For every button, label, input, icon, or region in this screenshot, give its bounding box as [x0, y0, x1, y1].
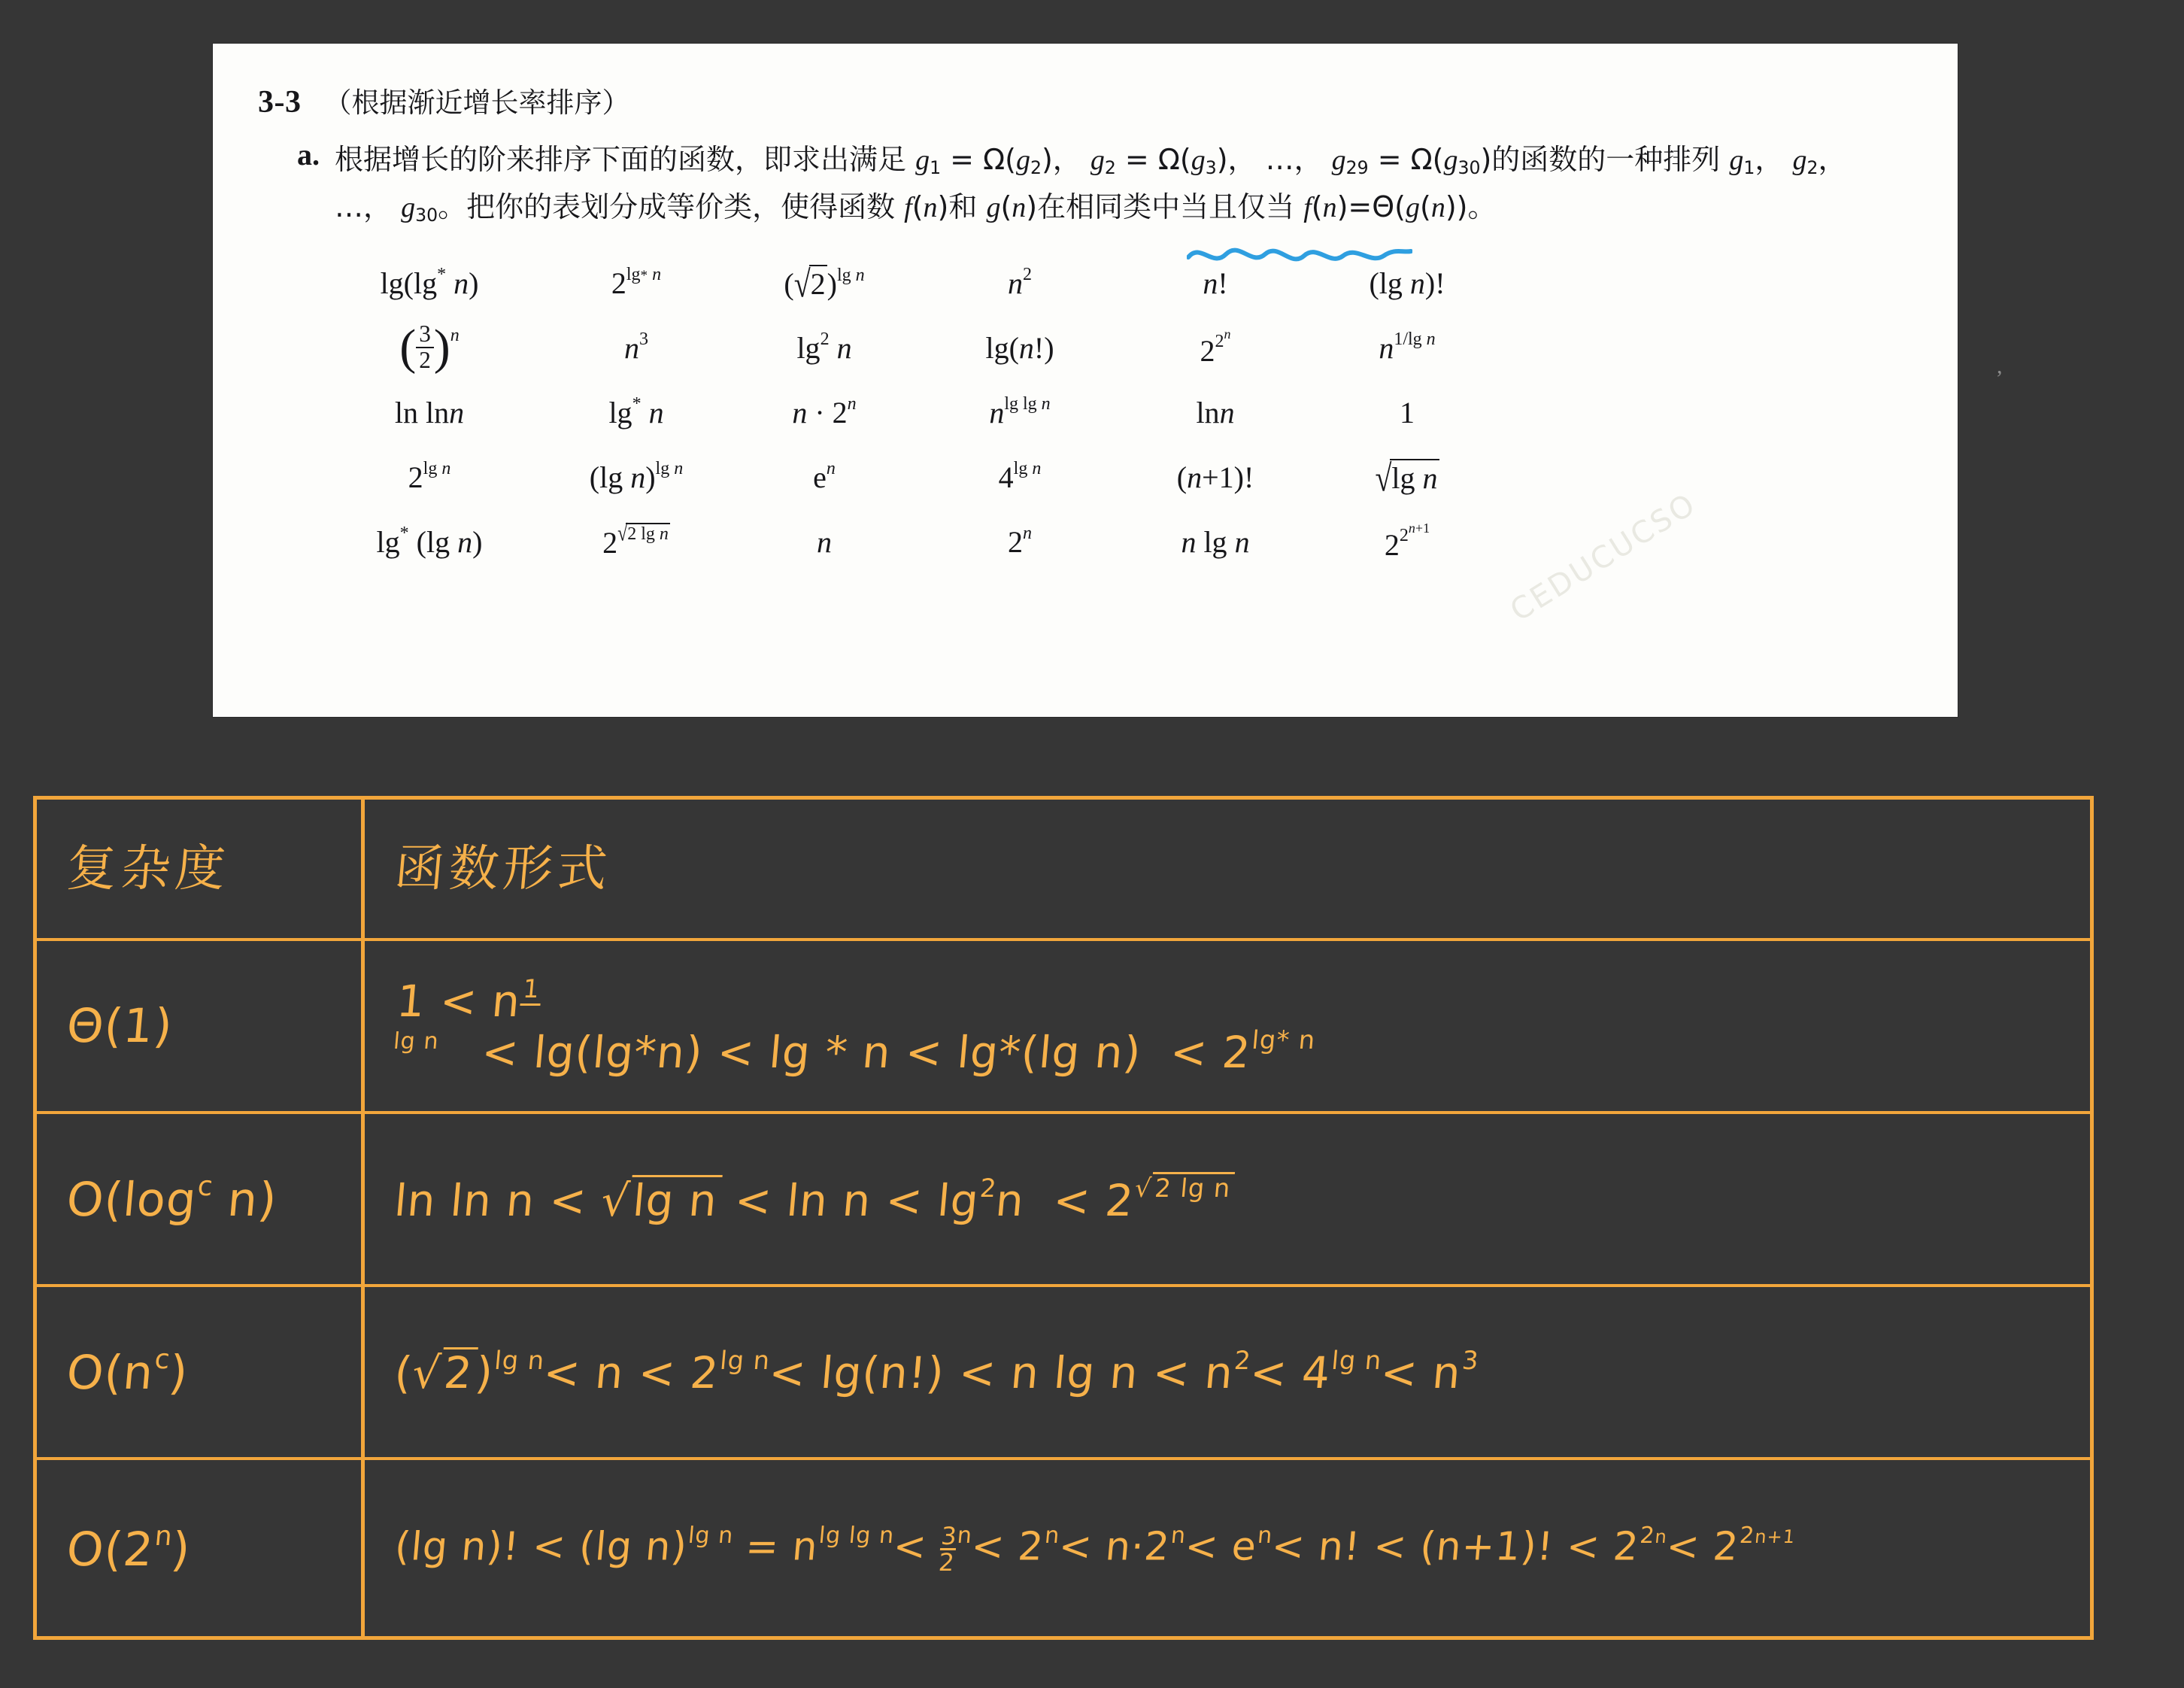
table-row — [37, 1114, 2090, 1287]
function-cell: lg(n!) — [985, 330, 1054, 365]
function-row — [317, 380, 1610, 445]
function-row — [317, 250, 1610, 315]
problem-heading — [258, 80, 1913, 120]
problem-part-a — [258, 137, 1913, 231]
complexity-2-n: O(2$^n$) — [64, 1521, 193, 1577]
function-cell: $2^{lg* n}$ — [611, 265, 662, 301]
function-cell: (lg n)$^{lg n}$ — [589, 459, 684, 495]
function-cell: (lg n)! — [1369, 266, 1445, 300]
function-cell: 2$^n$ — [1008, 524, 1032, 560]
function-cell: n — [817, 524, 832, 559]
header-cell-complexity — [37, 800, 365, 938]
function-cell: lg(lg* n) — [380, 265, 479, 301]
chain-expression: (lg n)! < (lg $n)^{lg n} = n^{lg lg n}<$ $\frac{3}{2}$ $^n< 2^n< n\cdot 2^n< e^n< n$! < (n+1)! < $2^{2n}< 2^{2n+1}$ — [393, 1521, 1797, 1577]
complexity-log-c-n: $O(\log^c$ n) — [64, 1171, 280, 1228]
blue-squiggle-annotation — [1187, 238, 1412, 271]
function-cell: $\lg^2 n$ — [796, 329, 852, 366]
complexity-theta-1: Θ(1) — [64, 997, 175, 1053]
table-row — [37, 941, 2090, 1114]
problem-number: 3-3 — [258, 85, 302, 120]
function-cell: $(√2)^{lg n}$ — [784, 262, 865, 305]
function-cell: √lg n — [1375, 456, 1438, 499]
problem-title: （根据渐近增长率排序） — [323, 87, 630, 119]
function-row — [317, 315, 1610, 380]
row-chain-cell — [365, 1114, 2090, 1284]
header-cell-function-form — [365, 800, 2090, 938]
table-row — [37, 1287, 2090, 1460]
chain-expression: $(√2)^{lg n}< n < 2^{lg n}< \lg(n!) < n$ $\lg n < n^2< 4^{lg n}< n^3$ — [392, 1345, 1481, 1399]
function-cell: $2^{lg n}$ — [408, 459, 451, 495]
function-cell: ( $\frac{3}{2}$ )$^n$ — [399, 320, 460, 375]
stray-mark: , — [1997, 354, 2003, 378]
row-chain-cell — [365, 1287, 2090, 1457]
function-cell: $n^{lg lg n}$ — [989, 394, 1051, 430]
function-cell: n lg n — [1181, 524, 1250, 559]
table-row — [37, 1460, 2090, 1638]
row-chain-cell — [365, 941, 2090, 1111]
scan-content — [213, 44, 1958, 712]
chain-expression: $1 < n^{1 lg n} < \lg(\lg*n) < \lg * n < \lg*(\lg$ $n) < 2^{lg* n}$ — [392, 973, 1317, 1079]
row-complexity-cell — [37, 1287, 365, 1457]
row-complexity-cell — [37, 1460, 365, 1638]
row-chain-cell — [365, 1460, 2090, 1638]
chain-expression: ln ln n < √lg $n < \ln n < \lg^2n < 2^{√2 lg n}$ — [393, 1172, 1235, 1225]
function-cell: n! — [1203, 266, 1228, 300]
function-list — [317, 250, 1610, 574]
function-cell: $n^{1/lg n}$ — [1379, 329, 1436, 366]
part-label: a. — [297, 138, 320, 172]
function-cell: lnn — [1196, 395, 1235, 430]
function-cell: (n+1)! — [1176, 460, 1254, 494]
function-cell: $n^3$ — [624, 329, 648, 366]
header-complexity-label: 复杂度 — [64, 839, 232, 897]
complexity-n-c: $O(n^c)$ — [64, 1344, 191, 1401]
function-row — [317, 509, 1610, 574]
row-complexity-cell — [37, 1114, 365, 1284]
function-cell: 1 — [1400, 395, 1415, 430]
table-header-row — [37, 800, 2090, 941]
part-body: 根据增长的阶来排序下面的函数，即求出满足 $g_1 = \Omega(g_2)$， $g_2 = \Omega(g_3)$， …， $g_{29} = \Omega(g_{30})$的函数的一种排列 $g_1$， $g_2$， …， $g_{30}$。把你的表划分成等价类，使得函数 f(n)和 g(n)在相同类中当且仅当 f(n)=Θ(g(n))。 — [335, 143, 1847, 226]
function-cell: $4^{lg n}$ — [998, 459, 1042, 495]
answer-table — [33, 796, 2094, 1640]
function-cell: ln lnn — [394, 395, 465, 430]
row-complexity-cell — [37, 941, 365, 1111]
function-cell: $e^n$ — [813, 459, 836, 495]
function-cell: $n \cdot 2^n$ — [792, 394, 857, 430]
textbook-scan-panel — [213, 44, 1958, 717]
function-cell: $2^{√2 lg n}$ — [602, 521, 669, 560]
header-function-label: 函数形式 — [392, 839, 614, 897]
function-cell: $n^2$ — [1008, 265, 1032, 301]
function-cell: lg* (lg n) — [376, 524, 483, 560]
function-cell: $2^{2^n}$ — [1200, 326, 1231, 368]
function-cell: lg* n — [608, 394, 664, 430]
watermark-text: CEDUCUCSO — [1503, 486, 1703, 629]
function-cell: $2^{2^{n+1}}$ — [1384, 521, 1430, 562]
function-row — [317, 445, 1610, 509]
